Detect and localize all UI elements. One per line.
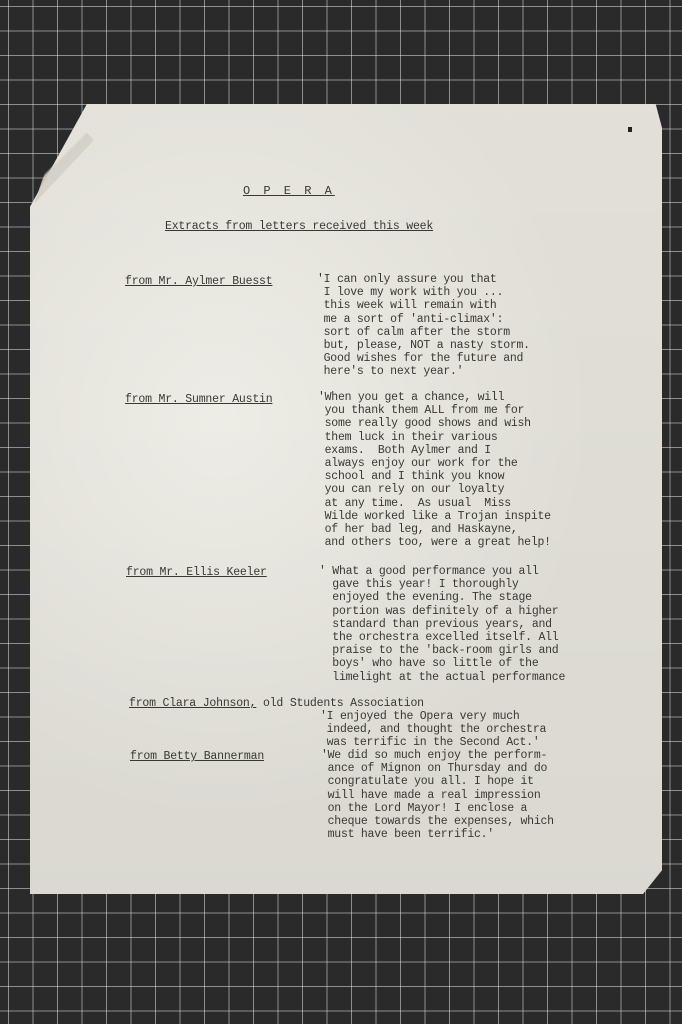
- quote-line: school and I think you know: [318, 470, 505, 484]
- page-title: O P E R A: [243, 184, 335, 198]
- letter-quote: [317, 273, 530, 379]
- quote-line: and others too, were a great help!: [318, 536, 551, 550]
- quote-line: I love my work with you ...: [317, 286, 504, 300]
- letter-quote: [321, 749, 554, 841]
- quote-line: but, please, NOT a nasty storm.: [317, 339, 530, 353]
- letter-sender: from Mr. Sumner Austin: [125, 393, 273, 406]
- letter-quote: [319, 565, 565, 684]
- ink-mark: [628, 127, 632, 132]
- quote-line: ance of Mignon on Thursday and do: [321, 762, 548, 776]
- quote-line: limelight at the actual performance: [319, 670, 566, 684]
- quote-line: 'I enjoyed the Opera very much: [320, 710, 520, 723]
- quote-line: here's to next year.': [317, 365, 464, 379]
- letter-sender: [129, 697, 424, 710]
- quote-line: must have been terrific.': [321, 828, 494, 842]
- quote-line: at any time. As usual Miss: [318, 496, 511, 510]
- quote-line: this week will remain with: [317, 299, 497, 313]
- quote-line: sort of calm after the storm: [317, 325, 510, 339]
- quote-line: exams. Both Aylmer and I: [318, 443, 491, 457]
- quote-line: will have made a real impression: [321, 788, 541, 802]
- sender-name: from Clara Johnson,: [129, 697, 257, 710]
- letter-sender: from Mr. Aylmer Buesst: [125, 275, 273, 288]
- letter-sender: from Betty Bannerman: [130, 750, 265, 763]
- quote-line: enjoyed the evening. The stage: [319, 591, 532, 605]
- quote-line: Good wishes for the future and: [317, 352, 524, 366]
- quote-line: me a sort of 'anti-climax':: [317, 312, 504, 326]
- quote-line: 'I can only assure you that: [317, 273, 497, 286]
- quote-line: them luck in their various: [318, 430, 498, 444]
- letter-quote: [318, 391, 551, 549]
- quote-line: of her bad leg, and Haskayne,: [318, 523, 518, 537]
- quote-line: always enjoy our work for the: [318, 457, 518, 471]
- quote-line: ' What a good performance you all: [319, 565, 539, 578]
- quote-line: indeed, and thought the orchestra: [320, 723, 547, 737]
- letter-sender: from Mr. Ellis Keeler: [126, 566, 267, 579]
- quote-line: cheque towards the expenses, which: [321, 815, 554, 829]
- quote-line: you thank them ALL from me for: [318, 404, 525, 418]
- quote-line: the orchestra excelled itself. All: [319, 631, 559, 645]
- quote-line: 'We did so much enjoy the perform-: [321, 749, 548, 762]
- quote-line: boys' who have so little of the: [319, 657, 539, 671]
- quote-line: standard than previous years, and: [319, 617, 552, 631]
- quote-line: on the Lord Mayor! I enclose a: [321, 801, 528, 815]
- quote-line: some really good shows and wish: [318, 417, 531, 431]
- page-subtitle: Extracts from letters received this week: [165, 220, 434, 233]
- quote-line: congratulate you all. I hope it: [321, 775, 534, 789]
- quote-line: praise to the 'back-room girls and: [319, 644, 559, 658]
- quote-line: portion was definitely of a higher: [319, 604, 559, 618]
- sender-affiliation: old Students Association: [256, 697, 424, 710]
- quote-line: gave this year! I thoroughly: [319, 578, 519, 592]
- quote-line: was terrific in the Second Act.': [320, 736, 540, 750]
- quote-line: Wilde worked like a Trojan inspite: [318, 509, 551, 523]
- quote-line: 'When you get a chance, will: [318, 391, 505, 404]
- letter-quote: [320, 710, 546, 750]
- quote-line: you can rely on our loyalty: [318, 483, 505, 497]
